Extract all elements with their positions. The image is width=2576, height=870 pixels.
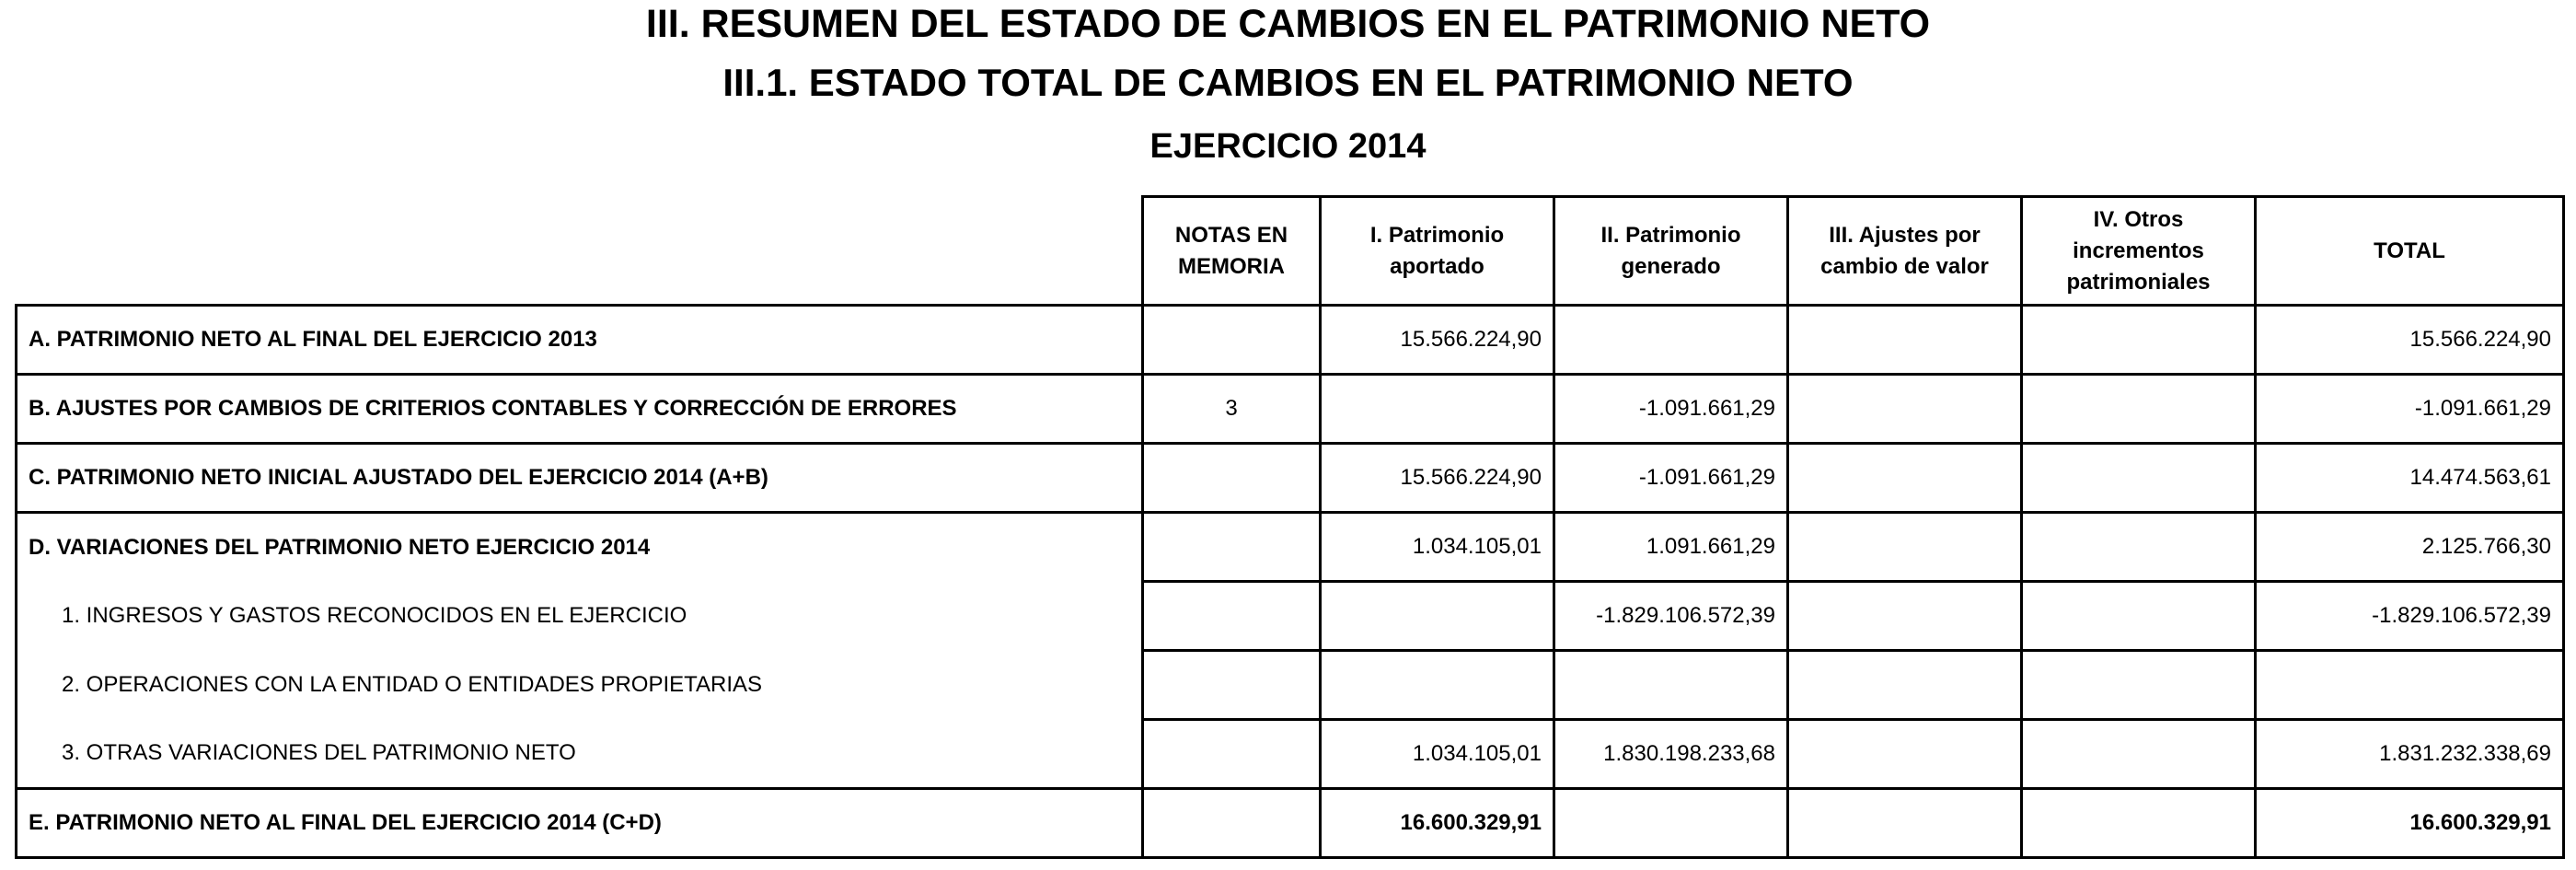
row-aportado: 15.566.224,90 xyxy=(1321,306,1554,375)
header-patrimonio-generado: II. Patrimonio generado xyxy=(1554,197,1788,306)
table-row-b xyxy=(17,375,2564,444)
table-row-d3 xyxy=(17,720,2564,789)
header-notas: NOTAS EN MEMORIA xyxy=(1143,197,1321,306)
row-otros xyxy=(2022,651,2256,720)
row-aportado xyxy=(1321,651,1554,720)
row-generado: -1.829.106.572,39 xyxy=(1554,582,1788,651)
row-ajustes xyxy=(1788,444,2022,513)
header-otros-incrementos: IV. Otros incrementos patrimoniales xyxy=(2022,197,2256,306)
header-patrimonio-aportado: I. Patrimonio aportado xyxy=(1321,197,1554,306)
row-ajustes xyxy=(1788,513,2022,582)
table-row-a xyxy=(17,306,2564,375)
row-aportado: 15.566.224,90 xyxy=(1321,444,1554,513)
row-ajustes xyxy=(1788,651,2022,720)
row-ajustes xyxy=(1788,306,2022,375)
row-otros xyxy=(2022,306,2256,375)
row-aportado xyxy=(1321,375,1554,444)
header-ajustes: III. Ajustes por cambio de valor xyxy=(1788,197,2022,306)
row-notas xyxy=(1143,651,1321,720)
row-generado xyxy=(1554,306,1788,375)
row-notas xyxy=(1143,789,1321,858)
row-notas xyxy=(1143,444,1321,513)
row-concept: 2. OPERACIONES CON LA ENTIDAD O ENTIDADES PROPIETARIAS xyxy=(17,651,1143,720)
row-ajustes xyxy=(1788,789,2022,858)
fiscal-year-title: EJERCICIO 2014 xyxy=(1149,127,1427,166)
row-concept: 1. INGRESOS Y GASTOS RECONOCIDOS EN EL EJERCICIO xyxy=(17,582,1143,651)
row-ajustes xyxy=(1788,375,2022,444)
row-aportado: 1.034.105,01 xyxy=(1321,720,1554,789)
header-total: TOTAL xyxy=(2256,197,2564,306)
row-total: 14.474.563,61 xyxy=(2256,444,2564,513)
table-row-d2 xyxy=(17,651,2564,720)
row-aportado: 16.600.329,91 xyxy=(1321,789,1554,858)
row-generado: -1.091.661,29 xyxy=(1554,375,1788,444)
table-row-d1 xyxy=(17,582,2564,651)
row-ajustes xyxy=(1788,720,2022,789)
row-otros xyxy=(2022,582,2256,651)
row-total: 16.600.329,91 xyxy=(2256,789,2564,858)
row-aportado: 1.034.105,01 xyxy=(1321,513,1554,582)
row-notas xyxy=(1143,513,1321,582)
row-notas xyxy=(1143,720,1321,789)
row-concept: A. PATRIMONIO NETO AL FINAL DEL EJERCICIO 2013 xyxy=(17,306,1143,375)
row-otros xyxy=(2022,444,2256,513)
row-total: 2.125.766,30 xyxy=(2256,513,2564,582)
row-generado xyxy=(1554,651,1788,720)
row-total: -1.829.106.572,39 xyxy=(2256,582,2564,651)
row-concept: D. VARIACIONES DEL PATRIMONIO NETO EJERCICIO 2014 xyxy=(17,513,1143,582)
row-generado: 1.830.198.233,68 xyxy=(1554,720,1788,789)
row-total: -1.091.661,29 xyxy=(2256,375,2564,444)
report-title: III. RESUMEN DEL ESTADO DE CAMBIOS EN EL PATRIMONIO NETO xyxy=(645,2,1931,46)
report-subtitle: III.1. ESTADO TOTAL DE CAMBIOS EN EL PATRIMONIO NETO xyxy=(722,61,1854,104)
row-concept: B. AJUSTES POR CAMBIOS DE CRITERIOS CONTABLES Y CORRECCIÓN DE ERRORES xyxy=(17,375,1143,444)
table-row-e xyxy=(17,789,2564,858)
row-ajustes xyxy=(1788,582,2022,651)
row-otros xyxy=(2022,375,2256,444)
row-concept: 3. OTRAS VARIACIONES DEL PATRIMONIO NETO xyxy=(17,720,1143,789)
table-header-row xyxy=(17,197,2564,306)
row-generado: 1.091.661,29 xyxy=(1554,513,1788,582)
table-row-d xyxy=(17,513,2564,582)
row-total: 15.566.224,90 xyxy=(2256,306,2564,375)
row-otros xyxy=(2022,513,2256,582)
row-generado xyxy=(1554,789,1788,858)
row-notas xyxy=(1143,306,1321,375)
row-notas: 3 xyxy=(1143,375,1321,444)
row-otros xyxy=(2022,789,2256,858)
row-total: 1.831.232.338,69 xyxy=(2256,720,2564,789)
row-generado: -1.091.661,29 xyxy=(1554,444,1788,513)
equity-changes-table xyxy=(15,195,2565,859)
row-otros xyxy=(2022,720,2256,789)
row-total xyxy=(2256,651,2564,720)
row-concept: C. PATRIMONIO NETO INICIAL AJUSTADO DEL EJERCICIO 2014 (A+B) xyxy=(17,444,1143,513)
row-concept: E. PATRIMONIO NETO AL FINAL DEL EJERCICIO 2014 (C+D) xyxy=(17,789,1143,858)
table-row-c xyxy=(17,444,2564,513)
row-aportado xyxy=(1321,582,1554,651)
row-notas xyxy=(1143,582,1321,651)
header-blank-cell xyxy=(17,197,1143,306)
